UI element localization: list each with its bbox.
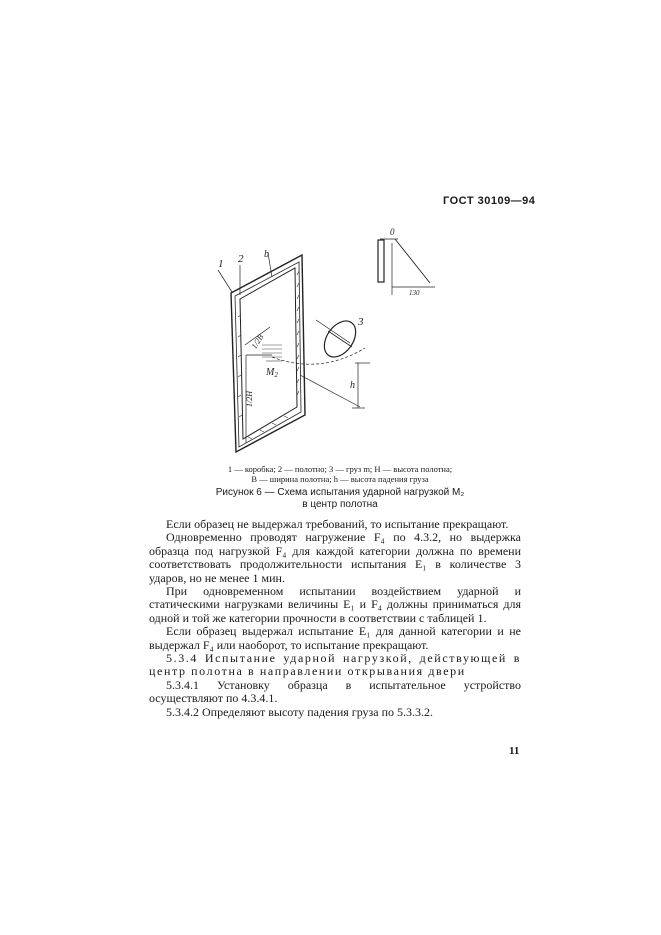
paragraph: 5.3.4.1 Установку образца в испытательное устройство осуществляют по 4.3.4.1. (149, 677, 521, 706)
width-label: b (264, 249, 269, 260)
legend-line: 1 — коробка; 2 — полотно; 3 — груз m; H — высота полотна; (227, 464, 453, 474)
weight-number-label: 3 (358, 316, 364, 328)
leaf-number-label: 2 (238, 253, 244, 265)
impact-zone (262, 345, 282, 361)
legend-line: B — ширина полотна; h — высота падения груза (251, 474, 429, 484)
drop-height-label: h (350, 380, 355, 391)
paragraph: Если образец не выдержал требований, то испытание прекращают. (166, 517, 509, 531)
paragraph: Одновременно проводят нагружение F₄ по 4.3.2, но выдержка образца под нагрузкой F₄ для каждой категории должна по времени соответствовать продолжительности испытания E₁ в количестве 3 ударов, но не менее 1 мин. (149, 530, 521, 585)
caption-line: Рисунок 6 — Схема испытания ударной нагрузкой M₂ (215, 487, 465, 498)
page-number: 11 (509, 745, 520, 757)
load-point-label: $M_2$ (266, 367, 278, 379)
dimension-label: 130 (409, 289, 420, 297)
impact-test-diagram (200, 215, 480, 465)
document-code: ГОСТ 30109—94 (443, 195, 536, 207)
caption-line: в центр полотна (302, 499, 378, 510)
half-width-label: 1/2B (249, 332, 266, 351)
section-heading: 5.3.4 Испытание ударной нагрузкой, действующей в центр полотна в направлении открывания двери (149, 651, 521, 679)
paragraph: 5.3.4.2 Определяют высоту падения груза по 5.3.3.2. (166, 704, 434, 719)
body-text (149, 518, 521, 719)
dimension-lines (245, 253, 370, 443)
pivot-label: 0 (390, 227, 395, 237)
figure-legend (190, 464, 490, 484)
figure-caption (190, 487, 490, 511)
door-frame (231, 255, 305, 452)
impact-weight (318, 315, 362, 363)
half-height-label: 1/2H (245, 391, 254, 407)
paragraph: Если образец выдержал испытание E₁ для данной категории и не выдержал F₄ или наоборот, то испытание прекращают. (149, 624, 521, 652)
frame-number-label: 1 (218, 258, 224, 270)
paragraph: При одновременном испытании воздействием ударной и статическими нагрузками величины E₁ и F₄ должны приниматься для одной и той же категории прочности в соответствии с таблицей 1. (149, 584, 521, 625)
pendulum-inset (378, 239, 435, 295)
